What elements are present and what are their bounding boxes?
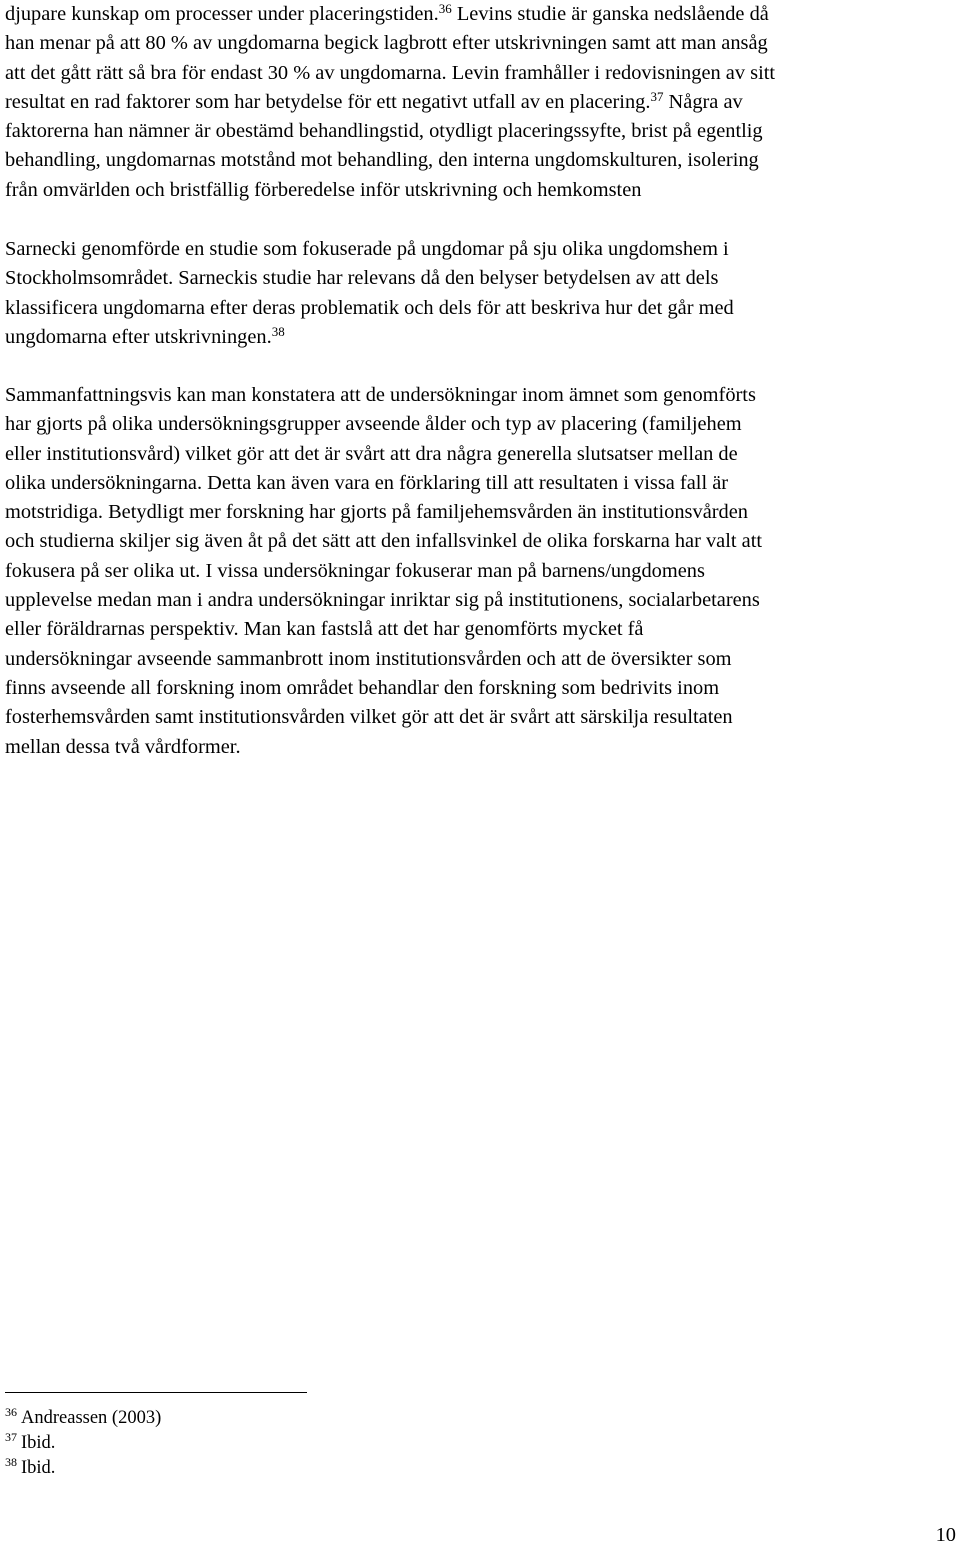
text-line: har gjorts på olika undersökningsgrupper avseende ålder och typ av placering (familjehem (5, 413, 742, 436)
text-line: Sarnecki genomförde en studie som fokuserade på ungdomar på sju olika ungdomshem i (5, 238, 729, 260)
footnote-number: 36 (5, 1405, 17, 1420)
text-line: han menar på att 80 % av ungdomarna begick lagbrott efter utskrivningen samt att man ansåg (5, 32, 768, 55)
footnote-separator (5, 1392, 307, 1393)
paragraph-3 (5, 381, 960, 762)
text-line: upplevelse medan man i andra undersökningar inriktar sig på institutionens, socialarbetarens (5, 589, 760, 612)
text-line: olika undersökningarna. Detta kan även vara en förklaring till att resultaten i vissa fall är (5, 471, 729, 494)
text-line: från omvärlden och bristfällig förberedelse inför utskrivning och hemkomsten (5, 178, 642, 201)
text-line: ungdomarna efter utskrivningen.$^{38}$ (5, 323, 285, 348)
text-line: klassificera ungdomarna efter deras problematik och dels för att beskriva hur det går med (5, 296, 734, 319)
text-line: behandling, ungdomarnas motstånd mot behandling, den interna ungdomskulturen, isolering (5, 149, 759, 172)
text-line: mellan dessa två vårdformer. (5, 735, 241, 758)
footnote-number: 38 (5, 1455, 17, 1470)
footnote (5, 1406, 605, 1431)
text-line: Stockholmsområdet. Sarneckis studie har relevans då den belyser betydelsen av att dels (5, 267, 719, 290)
text-line: och studierna skiljer sig även åt på det sätt att den infallsvinkel de olika forskarna har valt att (5, 530, 763, 553)
text-line: eller institutionsvård) vilket gör att det är svårt att dra några generella slutsatser mellan de (5, 442, 738, 465)
footnote-reference[interactable]: 38 (271, 323, 285, 339)
text-line: undersökningar avseende sammanbrott inom institutionsvården och att de översikter som (5, 647, 732, 670)
text-line: finns avseende all forskning inom området behandlar den forskning som bedrivits inom (5, 676, 720, 699)
text-line: att det gått rätt så bra för endast 30 % av ungdomarna. Levin framhåller i redovisningen av sitt (5, 61, 776, 84)
text-line: fosterhemsvården samt institutionsvården vilket gör att det är svårt att särskilja resultaten (5, 706, 733, 729)
footnote-reference[interactable]: 37 (650, 88, 664, 104)
footnote-reference[interactable]: 36 (438, 0, 452, 16)
page-number: 10 (935, 1524, 956, 1546)
footnote-text: Ibid. (21, 1433, 56, 1453)
text-line: djupare kunskap om processer under placeringstiden.$^{36}$ Levins studie är ganska nedslående då (5, 0, 769, 25)
text-line: eller föräldrarnas perspektiv. Man kan fastslå att det har genomförts mycket få (5, 618, 644, 641)
text-line: faktorerna han nämner är obestämd behandlingstid, otydligt placeringssyfte, brist på egentlig (5, 120, 763, 143)
paragraph-2 (5, 235, 960, 352)
text-line: resultat en rad faktorer som har betydelse för ett negativt utfall av en placering.$^{37}$ Några av (5, 88, 743, 113)
text-line: motstridiga. Betydligt mer forskning har gjorts på familjehemsvården än institutionsvården (5, 501, 748, 524)
footnote-number: 37 (5, 1430, 17, 1445)
footnote (5, 1431, 605, 1456)
text-line: Sammanfattningsvis kan man konstatera att de undersökningar inom ämnet som genomförts (5, 384, 756, 406)
text-line: fokusera på ser olika ut. I vissa undersökningar fokuserar man på barnens/ungdomens (5, 559, 705, 582)
footnote-text: Ibid. (21, 1458, 56, 1478)
paragraph-1 (5, 0, 960, 205)
footnote-text: Andreassen (2003) (21, 1408, 162, 1428)
footnote (5, 1456, 605, 1481)
footnotes (5, 1406, 605, 1481)
